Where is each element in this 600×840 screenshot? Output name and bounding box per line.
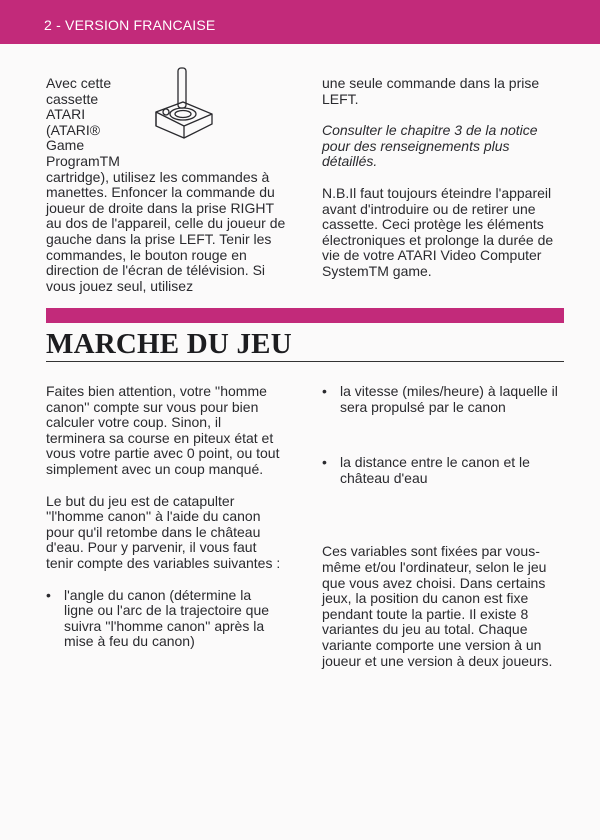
intro-right-column [322, 76, 567, 280]
list-item [46, 588, 282, 650]
list-item [322, 455, 567, 486]
section-rule [46, 361, 564, 362]
body-right-column [322, 384, 567, 669]
list-item [322, 384, 567, 415]
intro-right-note: Consulter le chapitre 3 de la notice pour des renseignements plus détaillés. [322, 122, 538, 170]
section-bar [46, 308, 564, 323]
joystick-icon [150, 66, 216, 144]
intro-line-3: ATARI [46, 106, 86, 123]
intro-paragraph: ProgramTM cartridge), utilisez les commandes à manettes. Enfoncer la commande du joueur de droite dans la prise RIGHT au dos de l'appareil, celle du joueur de gauche dans la prise LEFT. Tenir les commandes, le bouton rouge en direction de l'écran de télévision. Si vous jouez seul, utilisez [46, 152, 286, 294]
header-bar [0, 0, 600, 44]
intro-right-nb: N.B.Il faut toujours éteindre l'appareil avant d'introduire ou de retirer une cassette. Ceci protège les éléments électroniques et prolonge la durée de vie de votre ATARI Video Computer SystemTM game. [322, 184, 554, 279]
body-paragraph-2: Le but du jeu est de catapulter ''l'homme canon'' à l'aide du canon pour qu'il retombe dans le château d'eau. Pour y parvenir, il vous faut tenir compte des variables suivantes : [46, 492, 281, 571]
bullet-icon: • [322, 383, 327, 399]
bullet-text: l'angle du canon (détermine la ligne ou l'arc de la trajectoire que suivra ''l'homme canon'' après la mise à feu du canon) [64, 586, 270, 650]
header-text: 2 - VERSION FRANCAISE [44, 17, 216, 33]
intro-line-2: cassette [46, 90, 99, 107]
intro-line-1: Avec cette [46, 75, 112, 91]
bullet-text: la distance entre le canon et le château d'eau [340, 454, 530, 486]
bullet-text: la vitesse (miles/heure) à laquelle il sera propulsé par le canon [340, 383, 558, 415]
body-paragraph-3: Ces variables sont fixées par vous-même et/ou l'ordinateur, selon le jeu que vous avez choisi. Dans certains jeux, la position du canon est fixe pendant toute la partie. Il existe 8 variantes du jeu au total. Chaque variante comporte une version à un joueur et une version à deux joueurs. [322, 543, 553, 669]
section-title: MARCHE DU JEU [46, 328, 292, 360]
bullet-icon: • [46, 586, 51, 603]
intro-line-5: Game [46, 137, 85, 154]
intro-right-paragraph-1: une seule commande dans la prise LEFT. [322, 75, 540, 107]
intro-line-4: (ATARI® [46, 121, 101, 138]
body-paragraph-1: Faites bien attention, votre ''homme canon'' compte sur vous pour bien calculer votre coup. Sinon, il terminera sa course en piteux état et vous votre partie avec 0 point, ou tout simplement avec un coup manqué. [46, 383, 280, 477]
bullet-icon: • [322, 454, 327, 471]
body-left-column [46, 384, 282, 650]
